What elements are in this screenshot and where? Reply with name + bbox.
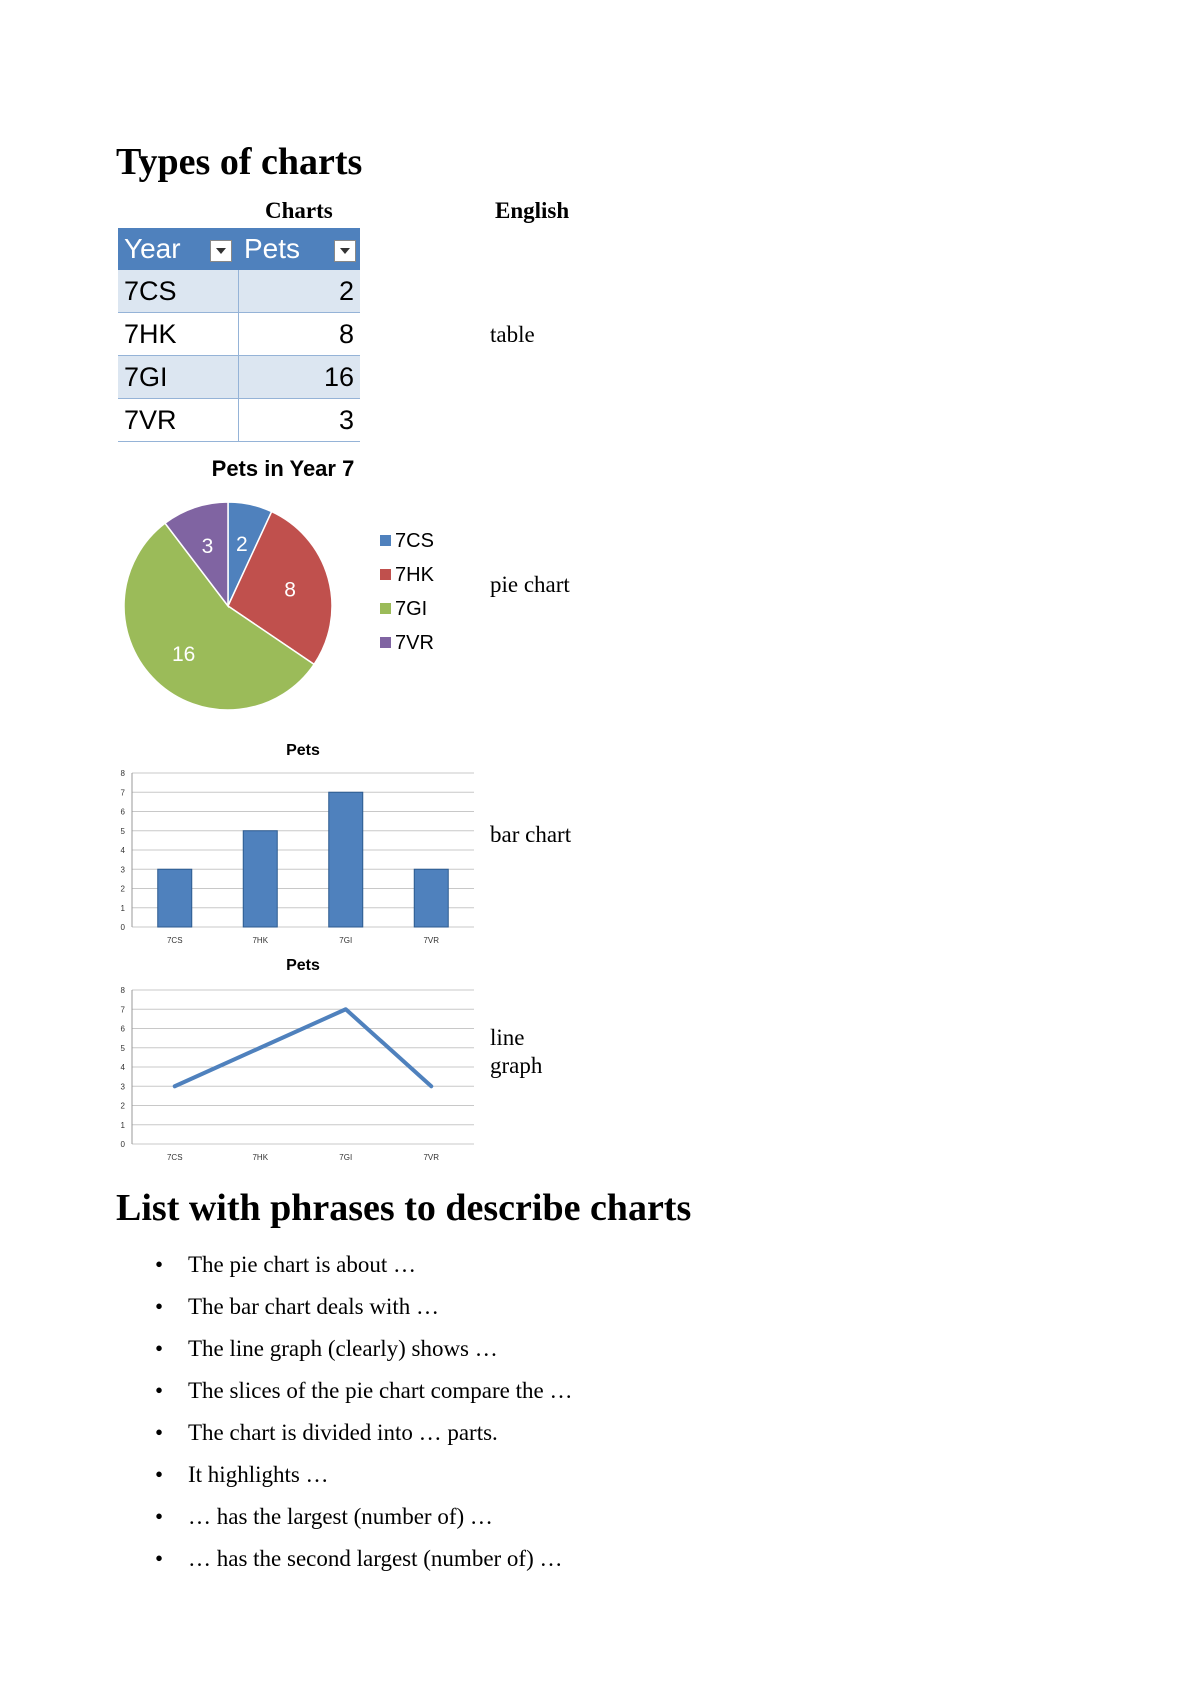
- list-item: • … has the second largest (number of) …: [118, 1538, 818, 1580]
- y-tick-label: 3: [120, 865, 125, 875]
- bar-7hk: [243, 831, 277, 927]
- pie-chart-title: Pets in Year 7: [211, 456, 355, 481]
- y-tick-label: 5: [120, 826, 125, 836]
- x-tick-label: 7GI: [339, 936, 353, 945]
- pets-cell: 3: [238, 399, 360, 442]
- bar-chart: [118, 735, 478, 945]
- x-tick-label: 7HK: [252, 936, 269, 945]
- table-row: [118, 313, 360, 356]
- list-item: • The chart is divided into … parts.: [118, 1412, 818, 1454]
- charts-column-header: Charts: [265, 198, 333, 223]
- table-row: [118, 270, 360, 313]
- year-cell: 7VR: [118, 399, 238, 442]
- year-cell: 7CS: [118, 270, 238, 313]
- line-chart: [118, 950, 478, 1160]
- x-tick-label: 7VR: [423, 1153, 440, 1160]
- chart-title: Pets: [286, 742, 320, 759]
- y-tick-label: 1: [120, 903, 125, 913]
- list-item: • The slices of the pie chart compare the …: [118, 1370, 818, 1412]
- x-tick-label: 7GI: [339, 1153, 353, 1160]
- pets-cell: 16: [238, 356, 360, 399]
- label-bar-chart: bar chart: [490, 822, 572, 847]
- list-item: • The line graph (clearly) shows …: [118, 1328, 818, 1370]
- label-pie-chart: pie chart: [490, 572, 570, 597]
- pets-table: [118, 228, 360, 442]
- x-tick-label: 7CS: [166, 936, 183, 945]
- pets-cell: 8: [238, 313, 360, 356]
- y-tick-label: 8: [120, 986, 125, 995]
- legend-label: 7CS: [395, 530, 434, 552]
- filter-dropdown-icon[interactable]: [210, 240, 232, 262]
- y-tick-label: 8: [120, 769, 125, 778]
- label-line-graph-1: line: [490, 1025, 525, 1050]
- year-header-label: Year: [124, 233, 181, 264]
- y-tick-label: 2: [120, 884, 125, 894]
- filter-dropdown-icon[interactable]: [334, 240, 356, 262]
- y-tick-label: 3: [120, 1082, 125, 1092]
- list-item: • … has the largest (number of) …: [118, 1496, 818, 1538]
- y-tick-label: 2: [120, 1101, 125, 1111]
- legend-swatch: [380, 637, 391, 648]
- pie-data-label: 2: [236, 533, 248, 557]
- y-tick-label: 4: [120, 846, 125, 855]
- label-table: table: [490, 322, 535, 347]
- table-row: [118, 399, 360, 442]
- legend-label: 7VR: [395, 632, 434, 654]
- chart-title: Pets: [286, 957, 320, 974]
- english-column-header: English: [495, 198, 570, 223]
- pie-data-label: 3: [201, 534, 214, 558]
- list-item: • The pie chart is about …: [118, 1244, 818, 1286]
- pets-header-label: Pets: [244, 233, 301, 264]
- pie-chart: [118, 448, 458, 720]
- pie-data-label: 16: [171, 642, 196, 666]
- y-tick-label: 1: [120, 1120, 125, 1130]
- x-tick-label: 7HK: [252, 1153, 269, 1160]
- pets-column-header[interactable]: [238, 228, 360, 270]
- bar-7vr: [414, 869, 448, 927]
- year-cell: 7HK: [118, 313, 238, 356]
- bar-7cs: [158, 869, 192, 927]
- year-column-header[interactable]: [118, 228, 238, 270]
- list-item: • The bar chart deals with …: [118, 1286, 818, 1328]
- y-tick-label: 6: [120, 1024, 125, 1034]
- pets-cell: 2: [238, 270, 360, 313]
- y-tick-label: 7: [120, 1005, 125, 1015]
- label-line-graph-2: graph: [490, 1053, 543, 1078]
- y-tick-label: 0: [120, 923, 125, 932]
- y-tick-label: 7: [120, 788, 125, 798]
- legend-label: 7HK: [395, 564, 434, 586]
- y-tick-label: 5: [120, 1043, 125, 1053]
- section-heading: List with phrases to describe charts: [116, 1187, 692, 1229]
- table-row: [118, 356, 360, 399]
- y-tick-label: 6: [120, 807, 125, 817]
- legend-swatch: [380, 569, 391, 580]
- page-title: Types of charts: [116, 141, 363, 183]
- legend-swatch: [380, 535, 391, 546]
- legend-label: 7GI: [395, 598, 428, 620]
- list-item: • It highlights …: [118, 1454, 818, 1496]
- bar-7gi: [329, 792, 363, 927]
- y-tick-label: 4: [120, 1063, 125, 1072]
- x-tick-label: 7VR: [423, 936, 440, 945]
- year-cell: 7GI: [118, 356, 238, 399]
- x-tick-label: 7CS: [166, 1153, 183, 1160]
- pie-data-label: 8: [284, 578, 296, 602]
- y-tick-label: 0: [120, 1140, 125, 1149]
- legend-swatch: [380, 603, 391, 614]
- phrase-list: [118, 1244, 818, 1580]
